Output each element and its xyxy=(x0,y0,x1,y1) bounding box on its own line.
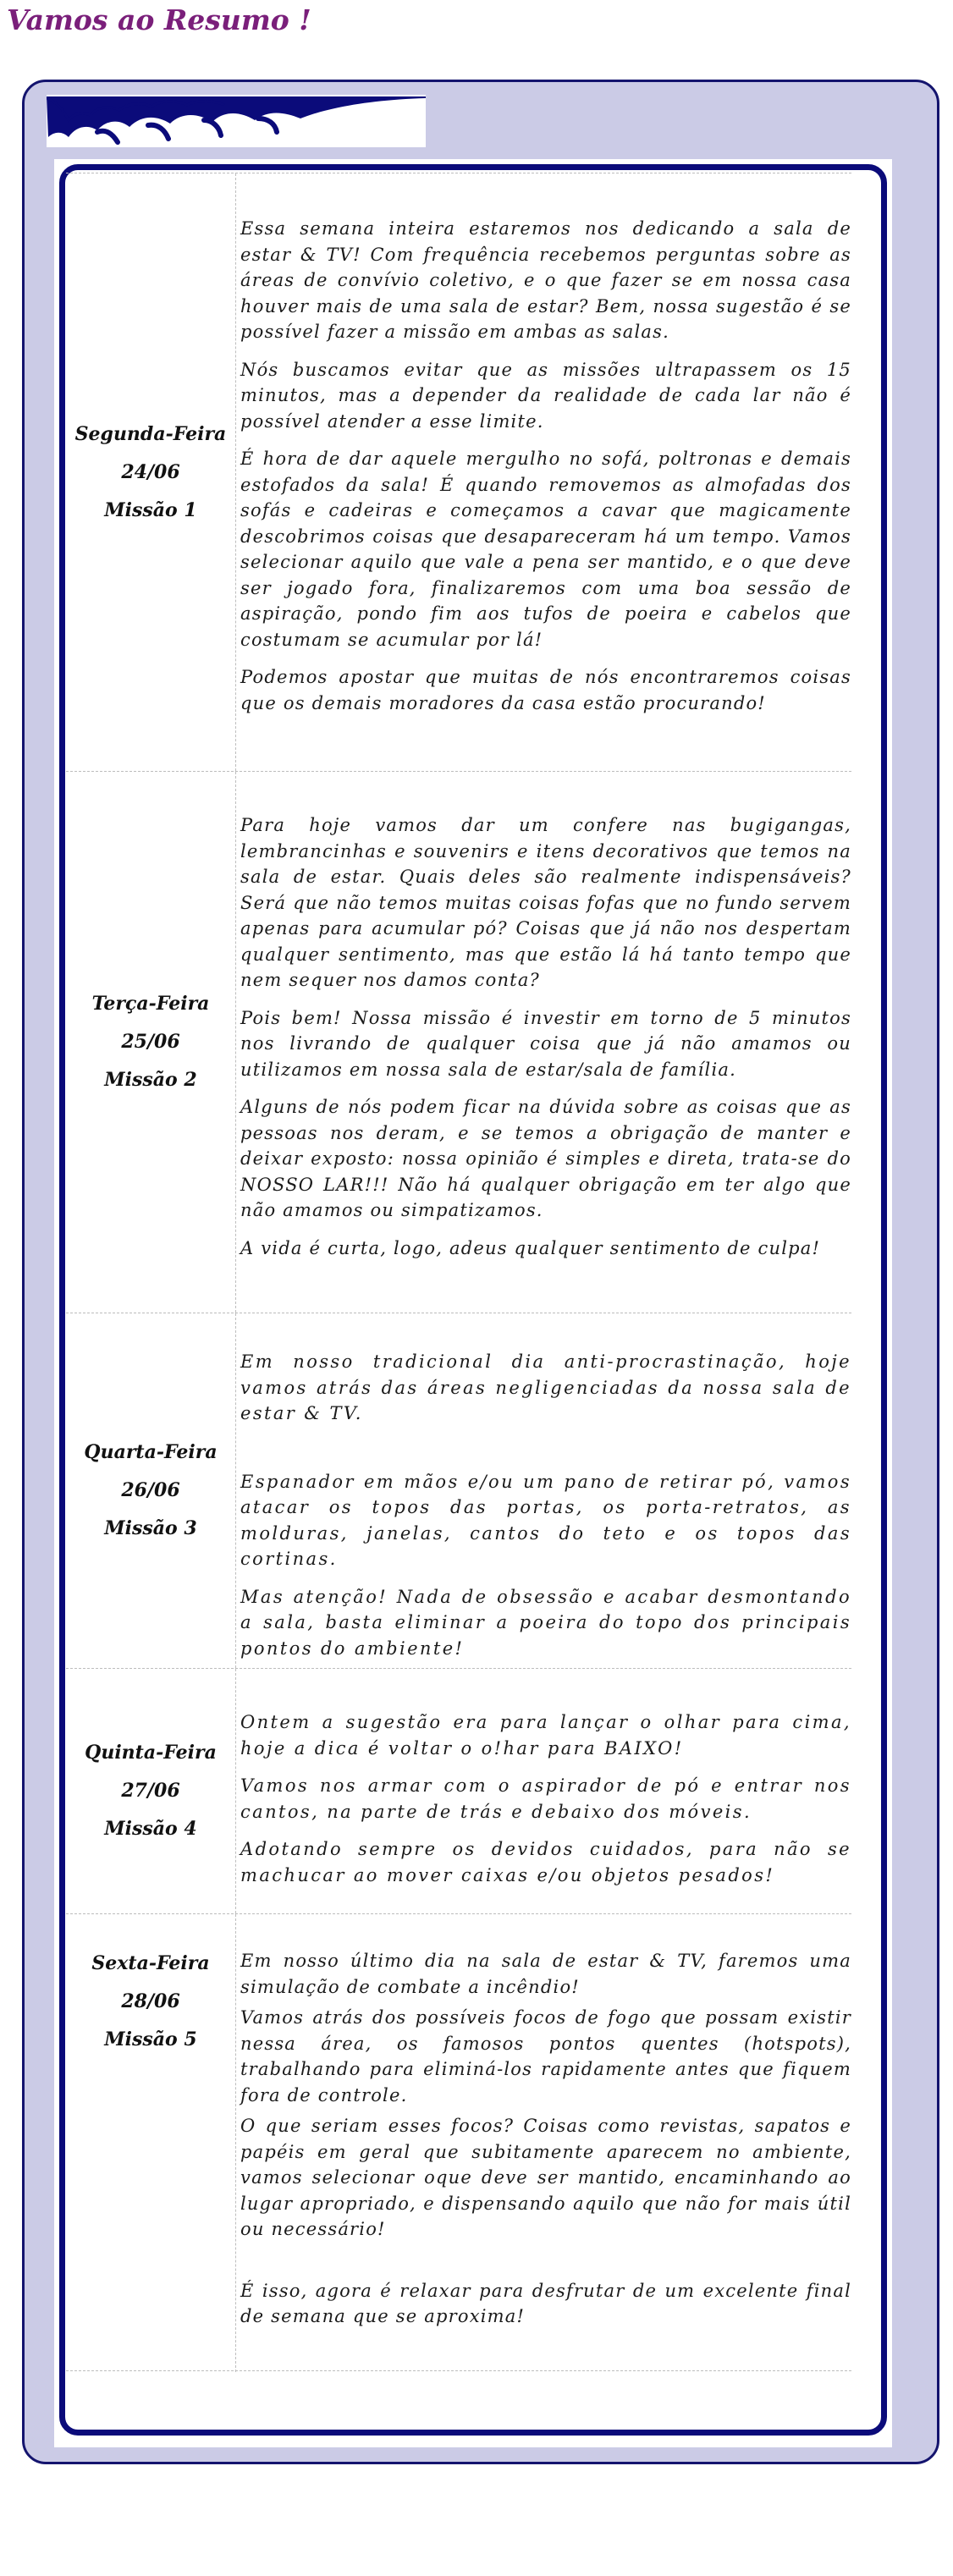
paragraph: É isso, agora é relaxar para desfrutar de um excelente final de semana que se aproxima! xyxy=(240,2280,851,2326)
day-cell xyxy=(66,1313,235,1668)
day-cell xyxy=(66,772,235,1313)
mission-table xyxy=(66,173,851,2371)
paragraph: Pois bem! Nossa missão é investir em torno de 5 minutos nos livrando de qualquer coisa que já não amamos ou utilizamos em nossa sala de estar/sala de família. xyxy=(240,1007,851,1080)
table-row xyxy=(66,1313,851,1669)
date-label: 24/06 xyxy=(121,460,180,483)
table-row xyxy=(66,1669,851,1914)
paragraph: Adotando sempre os devidos cuidados, para não se machucar ao mover caixas e/ou objetos pesados! xyxy=(240,1839,851,1885)
mission-label: Missão 3 xyxy=(104,1517,197,1539)
paragraph: Nós buscamos evitar que as missões ultrapassem os 15 minutos, mas a depender da realidade de cada lar não é possível atender a esse limite. xyxy=(240,359,851,432)
day-cell xyxy=(66,1914,235,2372)
paragraph: Para hoje vamos dar um confere nas bugigangas, lembrancinhas e souvenirs e itens decorativos que temos na sala de estar. Quais deles são realmente indispensáveis? Será que não temos muitas coisas fofas que no fundo servem apenas para acumular pó? Coisas que já não nos despertam qualquer sentimento, mas que estão lá há tanto tempo que nem sequer nos damos conta? xyxy=(240,815,851,990)
paragraph: Em nosso último dia na sala de estar & TV, faremos uma simulação de combate a incêndio! xyxy=(240,1951,851,1997)
paragraph: Essa semana inteira estaremos nos dedicando a sala de estar & TV! Com frequência recebemos perguntas sobre as áreas de convívio coletivo, e o que fazer se em nossa casa houver mais de uma sala de estar? Bem, nossa sugestão é se possível fazer a missão em ambas as salas. xyxy=(240,218,851,342)
table-row xyxy=(66,173,851,772)
paragraph: O que seriam esses focos? Coisas como revistas, sapatos e papéis em geral que subitamente aparecem no ambiente, vamos selecionar oque deve ser mantido, encaminhando ao lugar apropriado, e dispensando aquilo que não for mais útil ou necessário! xyxy=(240,2116,851,2239)
mission-label: Missão 1 xyxy=(104,498,197,521)
weekday-label: Segunda-Feira xyxy=(74,422,227,445)
weekday-label: Sexta-Feira xyxy=(91,1952,210,1974)
weekday-label: Terça-Feira xyxy=(91,993,210,1015)
paragraph: Vamos atrás dos possíveis focos de fogo que possam existir nessa área, os famosos pontos quentes (hotspots), trabalhando para eliminá-los rapidamente antes que fiquem fora de controle. xyxy=(240,2007,851,2105)
day-cell xyxy=(66,173,235,771)
paragraph: Espanador em mãos e/ou um pano de retirar pó, vamos atacar os topos das portas, os porta-retratos, as molduras, janelas, cantos do teto e os topos das cortinas. xyxy=(240,1471,851,1569)
day-cell xyxy=(66,1669,235,1913)
page-title: Vamos ao Resumo ! xyxy=(7,3,311,36)
description-cell xyxy=(240,1669,851,1913)
description-cell xyxy=(240,772,851,1313)
paragraph: Vamos nos armar com o aspirador de pó e entrar nos cantos, na parte de trás e debaixo dos móveis. xyxy=(240,1775,851,1822)
description-cell xyxy=(240,173,851,771)
mission-label: Missão 5 xyxy=(104,2028,197,2050)
paragraph: Podemos apostar que muitas de nós encontraremos coisas que os demais moradores da casa estão procurando! xyxy=(240,667,851,713)
description-cell xyxy=(240,1914,851,2372)
paragraph: Em nosso tradicional dia anti-procrastinação, hoje vamos atrás das áreas negligenciadas da nossa sala de estar & TV. xyxy=(240,1351,851,1423)
description-cell xyxy=(240,1313,851,1668)
paragraph: Alguns de nós podem ficar na dúvida sobre as coisas que as pessoas nos deram, e se temos a obrigação de manter e deixar exposto: nossa opinião é simples e direta, trata-se do NOSSO LAR!!! Não há qualquer obrigação em ter algo que não amamos ou simpatizamos. xyxy=(240,1097,851,1220)
date-label: 26/06 xyxy=(121,1479,180,1501)
table-row xyxy=(66,772,851,1313)
paragraph: A vida é curta, logo, adeus qualquer sentimento de culpa! xyxy=(240,1237,821,1258)
weekday-label: Quinta-Feira xyxy=(85,1742,217,1764)
mission-label: Missão 4 xyxy=(104,1818,197,1840)
date-label: 25/06 xyxy=(121,1031,180,1053)
decorative-banner-image xyxy=(47,95,426,147)
date-label: 27/06 xyxy=(121,1780,180,1802)
table-row xyxy=(66,1914,851,2372)
date-label: 28/06 xyxy=(121,1990,180,2012)
weekday-label: Quarta-Feira xyxy=(84,1441,218,1463)
paragraph: É hora de dar aquele mergulho no sofá, poltronas e demais estofados da sala! É quando removemos as almofadas dos sofás e cadeiras e começamos a cavar que magicamente descobrimos coisas que desapareceram há um tempo. Vamos selecionar aquilo que vale a pena ser mantido, e o que deve ser jogado fora, finalizaremos com uma boa sessão de aspiração, pondo fim aos tufos de poeira e cabelos que costumam se acumular por lá! xyxy=(240,449,851,650)
paragraph: Ontem a sugestão era para lançar o olhar para cima, hoje a dica é voltar o o!har para BAIXO! xyxy=(240,1712,851,1759)
paragraph: Mas atenção! Nada de obsessão e acabar desmontando a sala, basta eliminar a poeira do topo dos principais pontos do ambiente! xyxy=(240,1586,851,1659)
mission-label: Missão 2 xyxy=(104,1069,197,1091)
